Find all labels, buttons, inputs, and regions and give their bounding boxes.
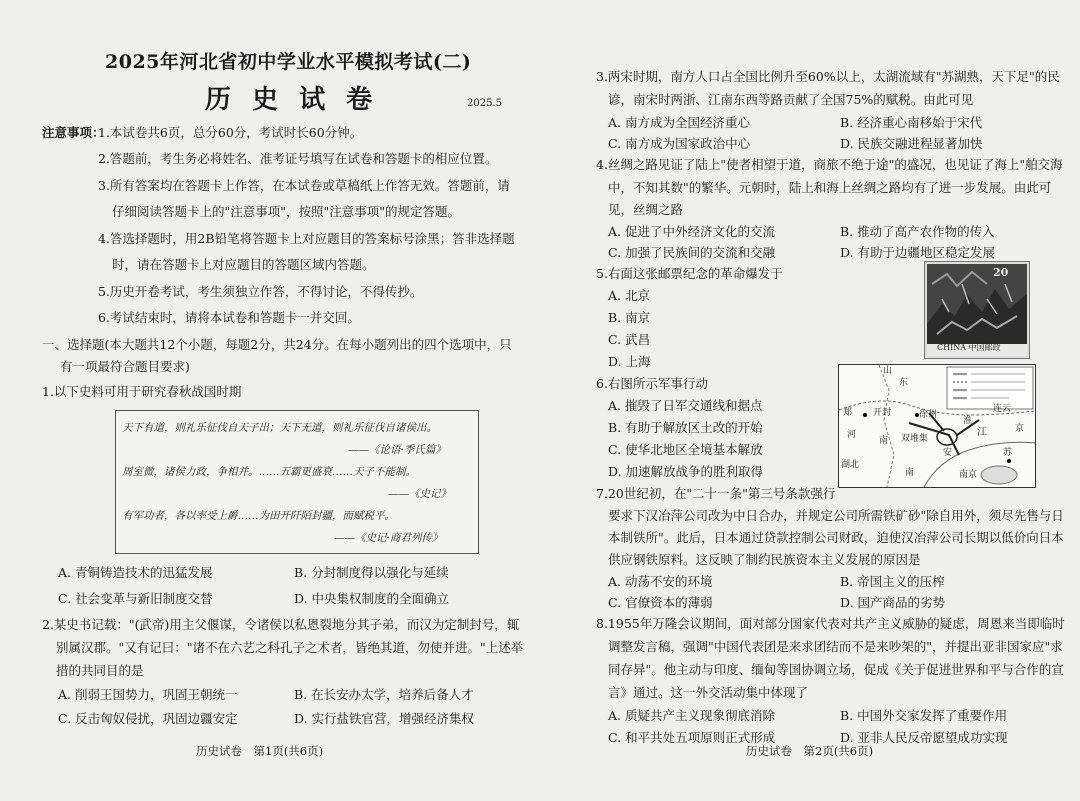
option[interactable]: C. 官僚资本的薄弱	[608, 595, 713, 610]
source-quote: 周室微，诸侯力政，争相并。……五霸更盛衰……天子不能制。	[122, 466, 416, 478]
exam-title: 2025年河北省初中学业水平模拟考试(二)	[105, 51, 472, 73]
question-2-stem: 措的共同目的是	[56, 663, 144, 678]
page-footer: 历史试卷 第2页(共6页)	[746, 744, 874, 758]
option[interactable]: B. 在长安办太学，培养后备人才	[294, 687, 474, 702]
campaign-map	[838, 364, 1036, 488]
option[interactable]: A. 青铜铸造技术的迅猛发展	[58, 565, 213, 580]
option[interactable]: C. 和平共处五项原则正式形成	[608, 730, 776, 745]
source-citation: ——《史记》	[388, 488, 451, 500]
map-label: 淮	[963, 416, 973, 426]
map-label: 徐州	[919, 410, 938, 420]
question-2-stem: 别属汉郡。"又有记曰："诸不在六艺之科孔子之术者，皆绝其道，勿使并进。"上述举	[56, 640, 524, 655]
stamp-caption: CHINA 中国邮政	[937, 343, 1001, 352]
option[interactable]: B. 推动了高产农作物的传入	[840, 224, 995, 239]
map-label: 东	[899, 378, 909, 388]
map-label: 河	[847, 430, 857, 440]
source-citation: ——《史记·商君列传》	[334, 532, 443, 544]
option[interactable]: B. 分封制度得以强化与延续	[294, 565, 449, 580]
question-4-stem: 中，不知其数"的繁华。元朝时，陆上和海上丝绸之路均有了进一步发展。由此可	[608, 180, 1052, 195]
question-7-stem: 本制铁所"。此后，日本通过贷款控制公司财政，迫使汉冶萍公司长期以低价向日本	[608, 530, 1064, 545]
option[interactable]: B. 中国外交家发挥了重要作用	[840, 708, 1008, 723]
map-label: 湖北	[841, 460, 860, 470]
option[interactable]: D. 中央集权制度的全面确立	[294, 591, 450, 606]
question-7-stem: 要求下汉冶萍公司改为中日合办，并规定公司所需铁矿砂"除自用外，须尽先售与日	[608, 508, 1064, 523]
option[interactable]: D. 实行盐铁官营，增强经济集权	[294, 711, 475, 726]
section-heading: 一、选择题(本大题共12个小题，每题2分，共24分。在每小题列出的四个选项中，只	[42, 337, 512, 352]
question-3-stem: 3.两宋时期，南方人口占全国比例升至60%以上，太湖流域有"苏湖熟，天下足"的民	[596, 69, 1060, 84]
question-8-stem: 同存异"。他主动与印度、缅甸等国协调立场，促成《关于促进世界和平与合作的宣	[608, 662, 1064, 677]
map-label: 开封	[873, 408, 892, 418]
question-4-stem: 4.丝绸之路见证了陆上"使者相望于道，商旅不绝于途"的盛况，也见证了海上"舶交海	[596, 157, 1063, 172]
question-7-stem: 供应钢铁原料。这反映了制约民族资本主义发展的原因是	[608, 552, 921, 567]
map-artwork	[839, 365, 1035, 487]
option[interactable]: C. 使华北地区全境基本解放	[608, 442, 763, 457]
option[interactable]: D. 亚非人民反帝愿望成功实现	[840, 730, 1008, 745]
notice-item: 1.本试卷共6页，总分60分，考试时长60分钟。	[98, 125, 363, 140]
exam-date: 2025.5	[467, 98, 502, 109]
option[interactable]: D. 民族交融进程显著加快	[840, 136, 983, 151]
map-label: 连云	[993, 404, 1012, 414]
map-label: 南京	[959, 470, 978, 480]
option[interactable]: D. 上海	[608, 354, 651, 369]
question-7-stem: 7.20世纪初，在"二十一条"第三号条款强行	[596, 486, 836, 501]
q1-source-box	[115, 410, 479, 554]
question-6-stem: 6.右图所示军事行动	[596, 376, 708, 391]
option[interactable]: C. 社会变革与新旧制度交替	[58, 591, 213, 606]
option[interactable]: A. 削弱王国势力，巩固王朝统一	[58, 687, 238, 702]
option[interactable]: C. 武昌	[608, 332, 651, 347]
notice-item: 5.历史开卷考试，考生须独立作答，不得讨论，不得传抄。	[98, 284, 423, 299]
option[interactable]: B. 有助于解放区土改的开始	[608, 420, 763, 435]
source-citation: ——《论语·季氏篇》	[348, 444, 446, 456]
question-8-stem: 8.1955年万隆会议期间，面对部分国家代表对共产主义威胁的疑虑，周恩来当即临时	[596, 616, 1065, 631]
map-label: 郑	[843, 408, 853, 418]
notice-label: 注意事项：	[42, 125, 105, 140]
notice-item: 2.答题前，考生务必将姓名、准考证号填写在试卷和答题卡的相应位置。	[98, 151, 498, 166]
option[interactable]: C. 加强了民族间的交流和交融	[608, 245, 776, 260]
option[interactable]: C. 反击匈奴侵扰，巩固边疆安定	[58, 711, 238, 726]
option[interactable]: C. 南方成为国家政治中心	[608, 136, 751, 151]
map-label: 江	[977, 427, 987, 438]
map-label: 南	[905, 468, 915, 478]
option[interactable]: B. 南京	[608, 310, 651, 325]
notice-item: 4.答选择题时，用2B铅笔将答题卡上对应题目的答案标号涂黑；答非选择题	[98, 231, 515, 246]
map-label: 京	[1015, 424, 1025, 434]
question-5-stem: 5.右面这张邮票纪念的革命爆发于	[596, 266, 783, 281]
source-quote: 有军功者，各以率受上爵……为田开阡陌封疆，而赋税平。	[122, 510, 395, 522]
option[interactable]: D. 有助于边疆地区稳定发展	[840, 245, 996, 260]
question-8-stem: 调整发言稿，强调"中国代表团是来求团结而不是来吵架的"，并提出亚非国家应"求	[608, 639, 1063, 654]
question-2-stem: 2.某史书记载："(武帝)用主父偃谋，令诸侯以私恩裂地分其子弟，而汉为定制封号，辄	[42, 617, 520, 632]
subject-title: 历 史 试 卷	[205, 85, 379, 115]
option[interactable]: A. 北京	[608, 288, 650, 303]
option[interactable]: A. 摧毁了日军交通线和据点	[608, 398, 763, 413]
map-label: 安	[943, 448, 953, 458]
option[interactable]: A. 促进了中外经济文化的交流	[608, 224, 775, 239]
option[interactable]: A. 质疑共产主义现象彻底消除	[608, 708, 775, 723]
question-8-stem: 言》通过。这一外交活动集中体现了	[608, 685, 809, 700]
commemorative-stamp-image	[925, 262, 1029, 358]
question-3-stem: 谚，南宋时两浙、江南东西等路贡献了全国75%的赋税。由此可见	[608, 92, 974, 107]
notice-item: 3.所有答案均在答题卡上作答，在本试卷或草稿纸上作答无效。答题前，请	[98, 178, 510, 193]
option[interactable]: B. 经济重心南移始于宋代	[840, 115, 983, 130]
page-footer: 历史试卷 第1页(共6页)	[196, 744, 324, 758]
notice-item: 时，请在答题卡上对应题目的答题区域内答题。	[112, 257, 375, 272]
map-label: 苏	[1003, 448, 1013, 458]
option[interactable]: A. 动荡不安的环境	[608, 574, 713, 589]
option[interactable]: A. 南方成为全国经济重心	[608, 115, 750, 130]
stamp-value: 20	[993, 266, 1009, 279]
question-4-stem: 见，丝绸之路	[608, 202, 684, 217]
notice-item: 仔细阅读答题卡上的"注意事项"，按照"注意事项"的规定答题。	[112, 204, 460, 219]
map-label: 山	[883, 366, 893, 376]
map-label: 南	[879, 436, 889, 446]
section-heading: 有一项最符合题目要求)	[60, 359, 190, 374]
map-label: 双堆集	[901, 434, 929, 444]
option[interactable]: D. 国产商品的劣势	[840, 595, 946, 610]
notice-item: 6.考试结束时，请将本试卷和答题卡一并交回。	[98, 310, 360, 325]
option[interactable]: D. 加速解放战争的胜利取得	[608, 464, 764, 479]
source-quote: 天下有道，则礼乐征伐自天子出；天下无道，则礼乐征伐自诸侯出。	[122, 422, 437, 434]
option[interactable]: B. 帝国主义的压榨	[840, 574, 945, 589]
question-1-stem: 1.以下史料可用于研究春秋战国时期	[42, 384, 242, 399]
